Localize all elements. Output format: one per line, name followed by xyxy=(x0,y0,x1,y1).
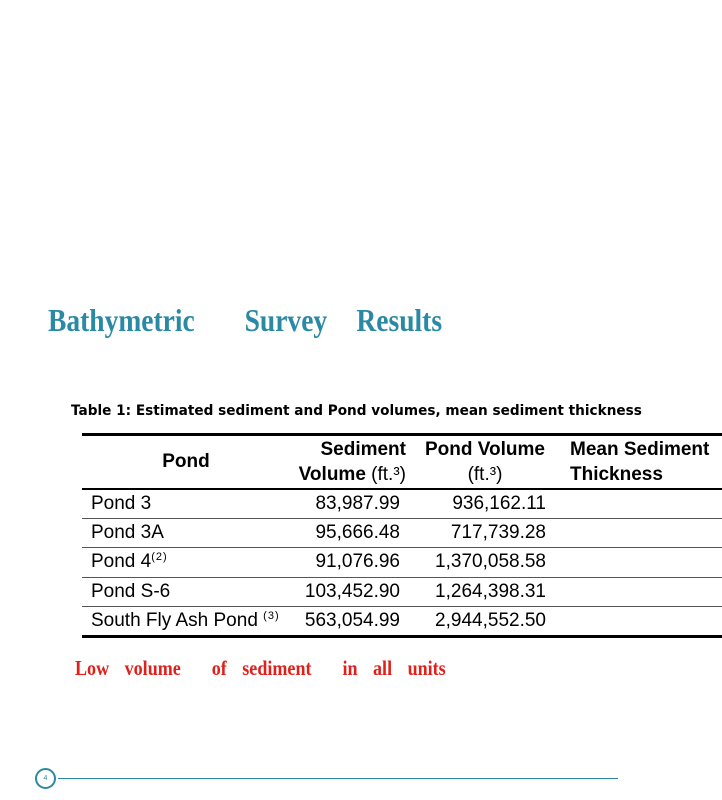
cell-volume: 1,264,398.31 xyxy=(410,577,560,607)
cell-sediment: 91,076.96 xyxy=(290,548,410,578)
footnote-ref: (3) xyxy=(263,609,280,622)
header-mean-thickness xyxy=(560,435,722,489)
cell-sediment: 83,987.99 xyxy=(290,489,410,519)
header-sediment-unit: (ft.³) xyxy=(371,463,406,485)
cell-sediment: 103,452.90 xyxy=(290,577,410,607)
sediment-table xyxy=(82,433,722,638)
note-word: Low xyxy=(75,656,110,680)
cell-pond xyxy=(82,548,290,578)
table-caption: Table 1: Estimated sediment and Pond volumes, mean sediment thickness xyxy=(71,403,642,419)
section-title xyxy=(48,302,442,339)
pond-name: Pond S-6 xyxy=(91,580,171,602)
header-sediment-line2: Volume xyxy=(298,463,366,485)
note-word: sediment xyxy=(242,656,312,680)
table-row xyxy=(82,489,722,519)
page-number-badge: 4 xyxy=(35,768,56,789)
cell-thickness xyxy=(560,489,722,519)
footnote-ref: (2) xyxy=(151,551,168,564)
footer-divider xyxy=(58,778,618,779)
cell-volume: 717,739.28 xyxy=(410,518,560,548)
note-word: volume xyxy=(124,656,181,680)
title-word: Survey xyxy=(244,302,328,338)
cell-volume: 2,944,552.50 xyxy=(410,607,560,637)
note-word: all xyxy=(373,656,393,680)
cell-volume: 936,162.11 xyxy=(410,489,560,519)
title-word: Results xyxy=(356,302,443,338)
cell-thickness xyxy=(560,577,722,607)
cell-pond xyxy=(82,518,290,548)
cell-sediment: 95,666.48 xyxy=(290,518,410,548)
table-header-row xyxy=(82,435,722,489)
table-container xyxy=(82,433,710,639)
header-pond-volume-line1: Pond Volume xyxy=(425,438,545,460)
header-pond-volume xyxy=(410,435,560,489)
header-thickness-line1: Mean Sediment xyxy=(570,438,710,460)
cell-thickness xyxy=(560,607,722,637)
title-word: Bathymetric xyxy=(48,302,195,338)
cell-pond xyxy=(82,577,290,607)
note-word: units xyxy=(407,656,446,680)
pond-name: Pond 3 xyxy=(91,492,152,514)
summary-note xyxy=(75,656,461,681)
header-thickness-line2: Thickness xyxy=(570,463,663,485)
cell-pond xyxy=(82,607,290,637)
header-pond-volume-unit: (ft.³) xyxy=(467,463,503,485)
header-sediment-volume xyxy=(290,435,410,489)
cell-thickness xyxy=(560,518,722,548)
pond-name: Pond 4 xyxy=(91,551,152,573)
pond-name: South Fly Ash Pond xyxy=(91,609,258,631)
pond-name: Pond 3A xyxy=(91,521,164,543)
table-row xyxy=(82,548,722,578)
note-word: of xyxy=(211,656,227,680)
table-row xyxy=(82,577,722,607)
table-row xyxy=(82,518,722,548)
cell-pond xyxy=(82,489,290,519)
header-sediment-line1: Sediment xyxy=(320,438,406,460)
note-word: in xyxy=(342,656,358,680)
table-row xyxy=(82,607,722,637)
cell-thickness xyxy=(560,548,722,578)
cell-volume: 1,370,058.58 xyxy=(410,548,560,578)
cell-sediment: 563,054.99 xyxy=(290,607,410,637)
header-pond: Pond xyxy=(82,435,290,489)
